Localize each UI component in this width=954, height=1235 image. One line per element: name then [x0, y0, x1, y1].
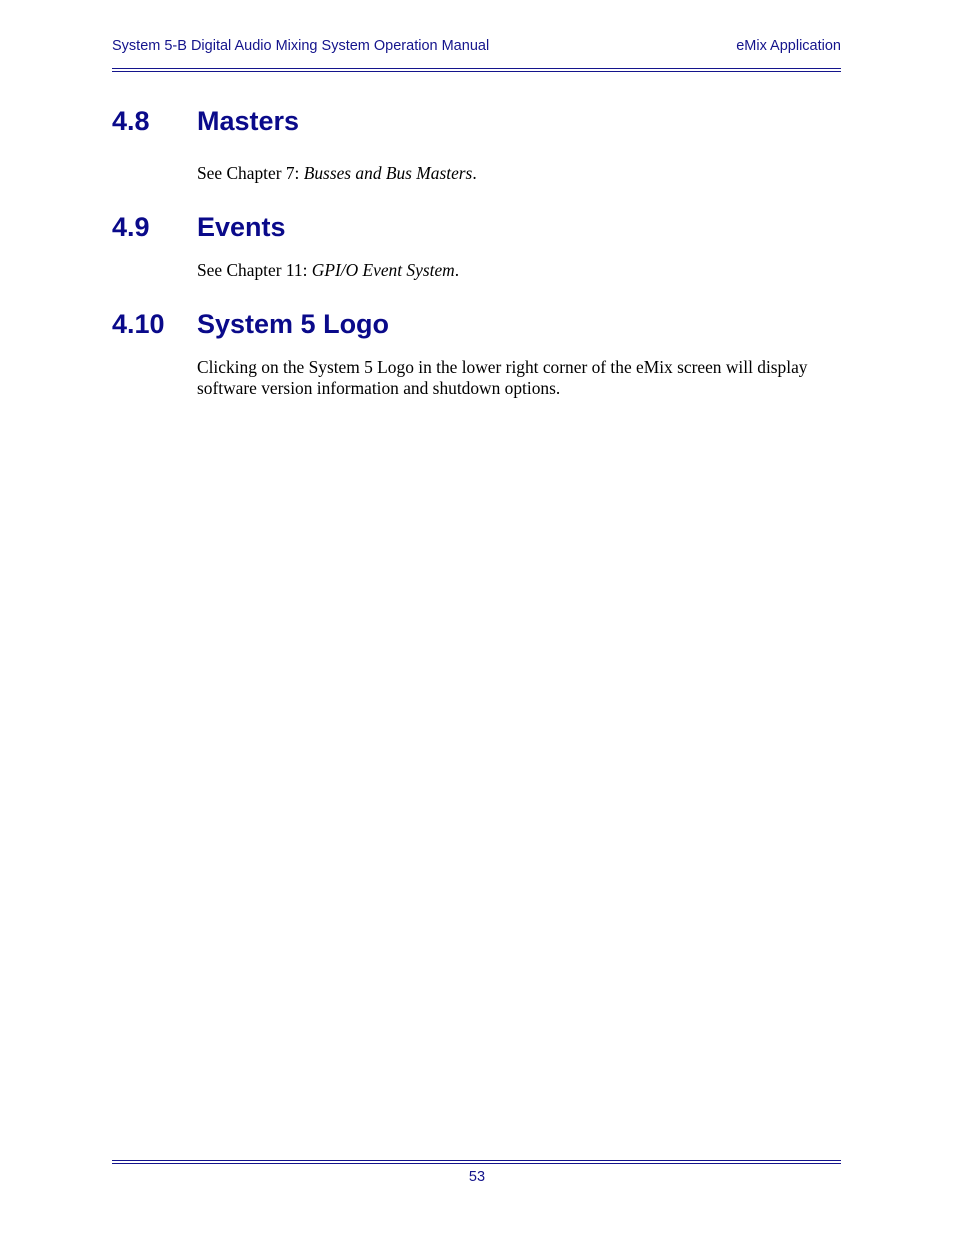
section-text-events — [197, 260, 847, 281]
section-title-events: Events — [197, 212, 286, 242]
section-number-events: 4.9 — [112, 212, 150, 242]
section-number-masters: 4.8 — [112, 106, 150, 136]
header-rule-bottom — [112, 71, 841, 72]
text-prefix: See Chapter 7: — [197, 163, 304, 183]
footer-rule-top — [112, 1160, 841, 1161]
section-number-system5-logo: 4.10 — [112, 309, 165, 339]
footer-rule-bottom — [112, 1163, 841, 1164]
running-header-manual-title: System 5-B Digital Audio Mixing System Operation Manual — [112, 38, 490, 54]
text-suffix: . — [454, 260, 460, 280]
section-title-masters: Masters — [197, 106, 300, 136]
chapter-reference: Busses and Bus Masters — [303, 163, 473, 183]
chapter-reference: GPI/O Event System — [311, 260, 455, 280]
running-header-chapter-title: eMix Application — [736, 38, 841, 54]
section-text-masters — [197, 163, 847, 184]
section-text-system5-logo: Clicking on the System 5 Logo in the lower right corner of the eMix screen will display software version information and shutdown options. — [197, 357, 808, 398]
section-title-system5-logo: System 5 Logo — [197, 309, 390, 339]
text-prefix: See Chapter 11: — [197, 260, 312, 280]
page-number: 53 — [468, 1169, 486, 1185]
header-rule-top — [112, 68, 841, 69]
text-suffix: . — [472, 163, 477, 183]
